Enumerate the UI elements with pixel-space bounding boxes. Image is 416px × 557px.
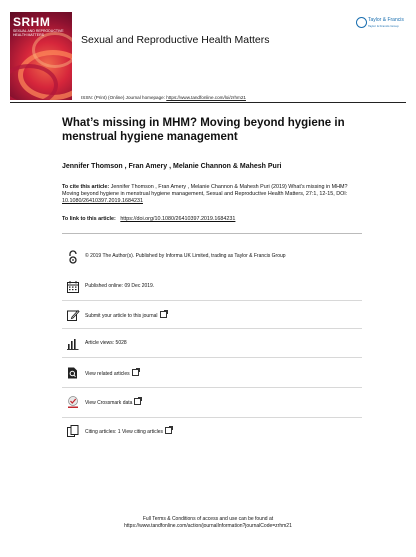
header-divider <box>10 102 406 103</box>
journal-homepage-link[interactable]: https://www.tandfonline.com/loi/zrhm21 <box>166 95 246 100</box>
issn-line <box>81 95 246 100</box>
calendar-icon <box>66 280 80 294</box>
info-divider <box>62 357 362 358</box>
external-link-icon <box>165 427 172 434</box>
footer-terms: Full Terms & Conditions of access and use can be found at <box>142 516 274 522</box>
bar-chart-icon <box>66 337 80 351</box>
publisher-logo[interactable] <box>356 16 408 32</box>
citing-row[interactable] <box>66 424 306 440</box>
edit-pencil-icon <box>66 308 80 322</box>
submit-row[interactable] <box>66 308 306 324</box>
footer <box>0 516 416 530</box>
related-articles-link[interactable] <box>85 369 305 378</box>
info-divider <box>62 417 362 418</box>
crossmark-row[interactable] <box>66 395 306 411</box>
license-row <box>66 250 306 278</box>
related-articles-text: View related articles <box>85 371 130 377</box>
submit-article-text: Submit your article to this journal <box>85 313 158 319</box>
info-divider <box>62 328 362 329</box>
external-link-icon <box>134 398 141 405</box>
info-divider <box>62 387 362 388</box>
footer-terms-url[interactable]: https://www.tandfonline.com/action/journalInformation?journalCode=zrhm21 <box>124 523 292 529</box>
publisher-logo-icon <box>356 17 367 28</box>
license-text: © 2019 The Author(s). Published by Informa UK Limited, trading as Taylor & Francis Group <box>85 253 286 259</box>
citing-articles-text: Citing articles: 1 View citing articles <box>85 429 163 435</box>
publisher-group: Taylor & Francis Group <box>368 24 399 28</box>
article-divider <box>62 233 362 234</box>
external-link-icon <box>132 369 139 376</box>
citation-doi-link[interactable]: 10.1080/26410397.2019.1684231 <box>62 198 143 204</box>
submit-article-link[interactable] <box>85 311 305 320</box>
issn-text: ISSN: (Print) (Online) Journal homepage: <box>81 95 167 100</box>
article-link-line <box>62 216 235 222</box>
external-link-icon <box>160 311 167 318</box>
copy-documents-icon <box>66 424 80 438</box>
cover-subtitle: SEXUAL AND REPRODUCTIVE HEALTH MATTERS <box>13 29 64 37</box>
views-row <box>66 337 306 353</box>
publisher-name: Taylor & Francis <box>368 17 404 23</box>
open-access-lock-icon <box>66 250 80 264</box>
link-label: To link to this article: <box>62 216 118 222</box>
article-views: Article views: 5028 <box>85 340 127 346</box>
crossmark-icon <box>66 395 80 409</box>
citing-articles-link[interactable] <box>85 427 305 436</box>
crossmark-text: View Crossmark data <box>85 400 133 406</box>
info-divider <box>62 300 362 301</box>
cover-swirl <box>32 32 72 68</box>
journal-title: Sexual and Reproductive Health Matters <box>81 34 270 46</box>
crossmark-link[interactable] <box>85 398 305 407</box>
citation-text: Jennifer Thomson , Fran Amery , Melanie Channon & Mahesh Puri (2019) What’s missing in MHM? Moving beyond hygiene in menstrual hygiene management, Sexual and Reproductive Health Matters, 27:1, 12-15, DOI: <box>62 184 348 197</box>
related-row[interactable] <box>66 366 306 382</box>
search-document-icon <box>66 366 80 380</box>
citation-block <box>62 184 362 205</box>
published-date: Published online: 09 Dec 2019. <box>85 283 155 289</box>
cover-title: SRHM <box>13 15 51 29</box>
published-row <box>66 280 306 296</box>
article-authors: Jennifer Thomson , Fran Amery , Melanie Channon & Mahesh Puri <box>62 163 282 170</box>
article-doi-link[interactable]: https://doi.org/10.1080/26410397.2019.1684231 <box>120 216 236 222</box>
article-title: What’s missing in MHM? Moving beyond hygiene in menstrual hygiene management <box>62 117 345 143</box>
journal-cover-image[interactable] <box>10 12 72 100</box>
citation-label: To cite this article: <box>62 184 110 190</box>
